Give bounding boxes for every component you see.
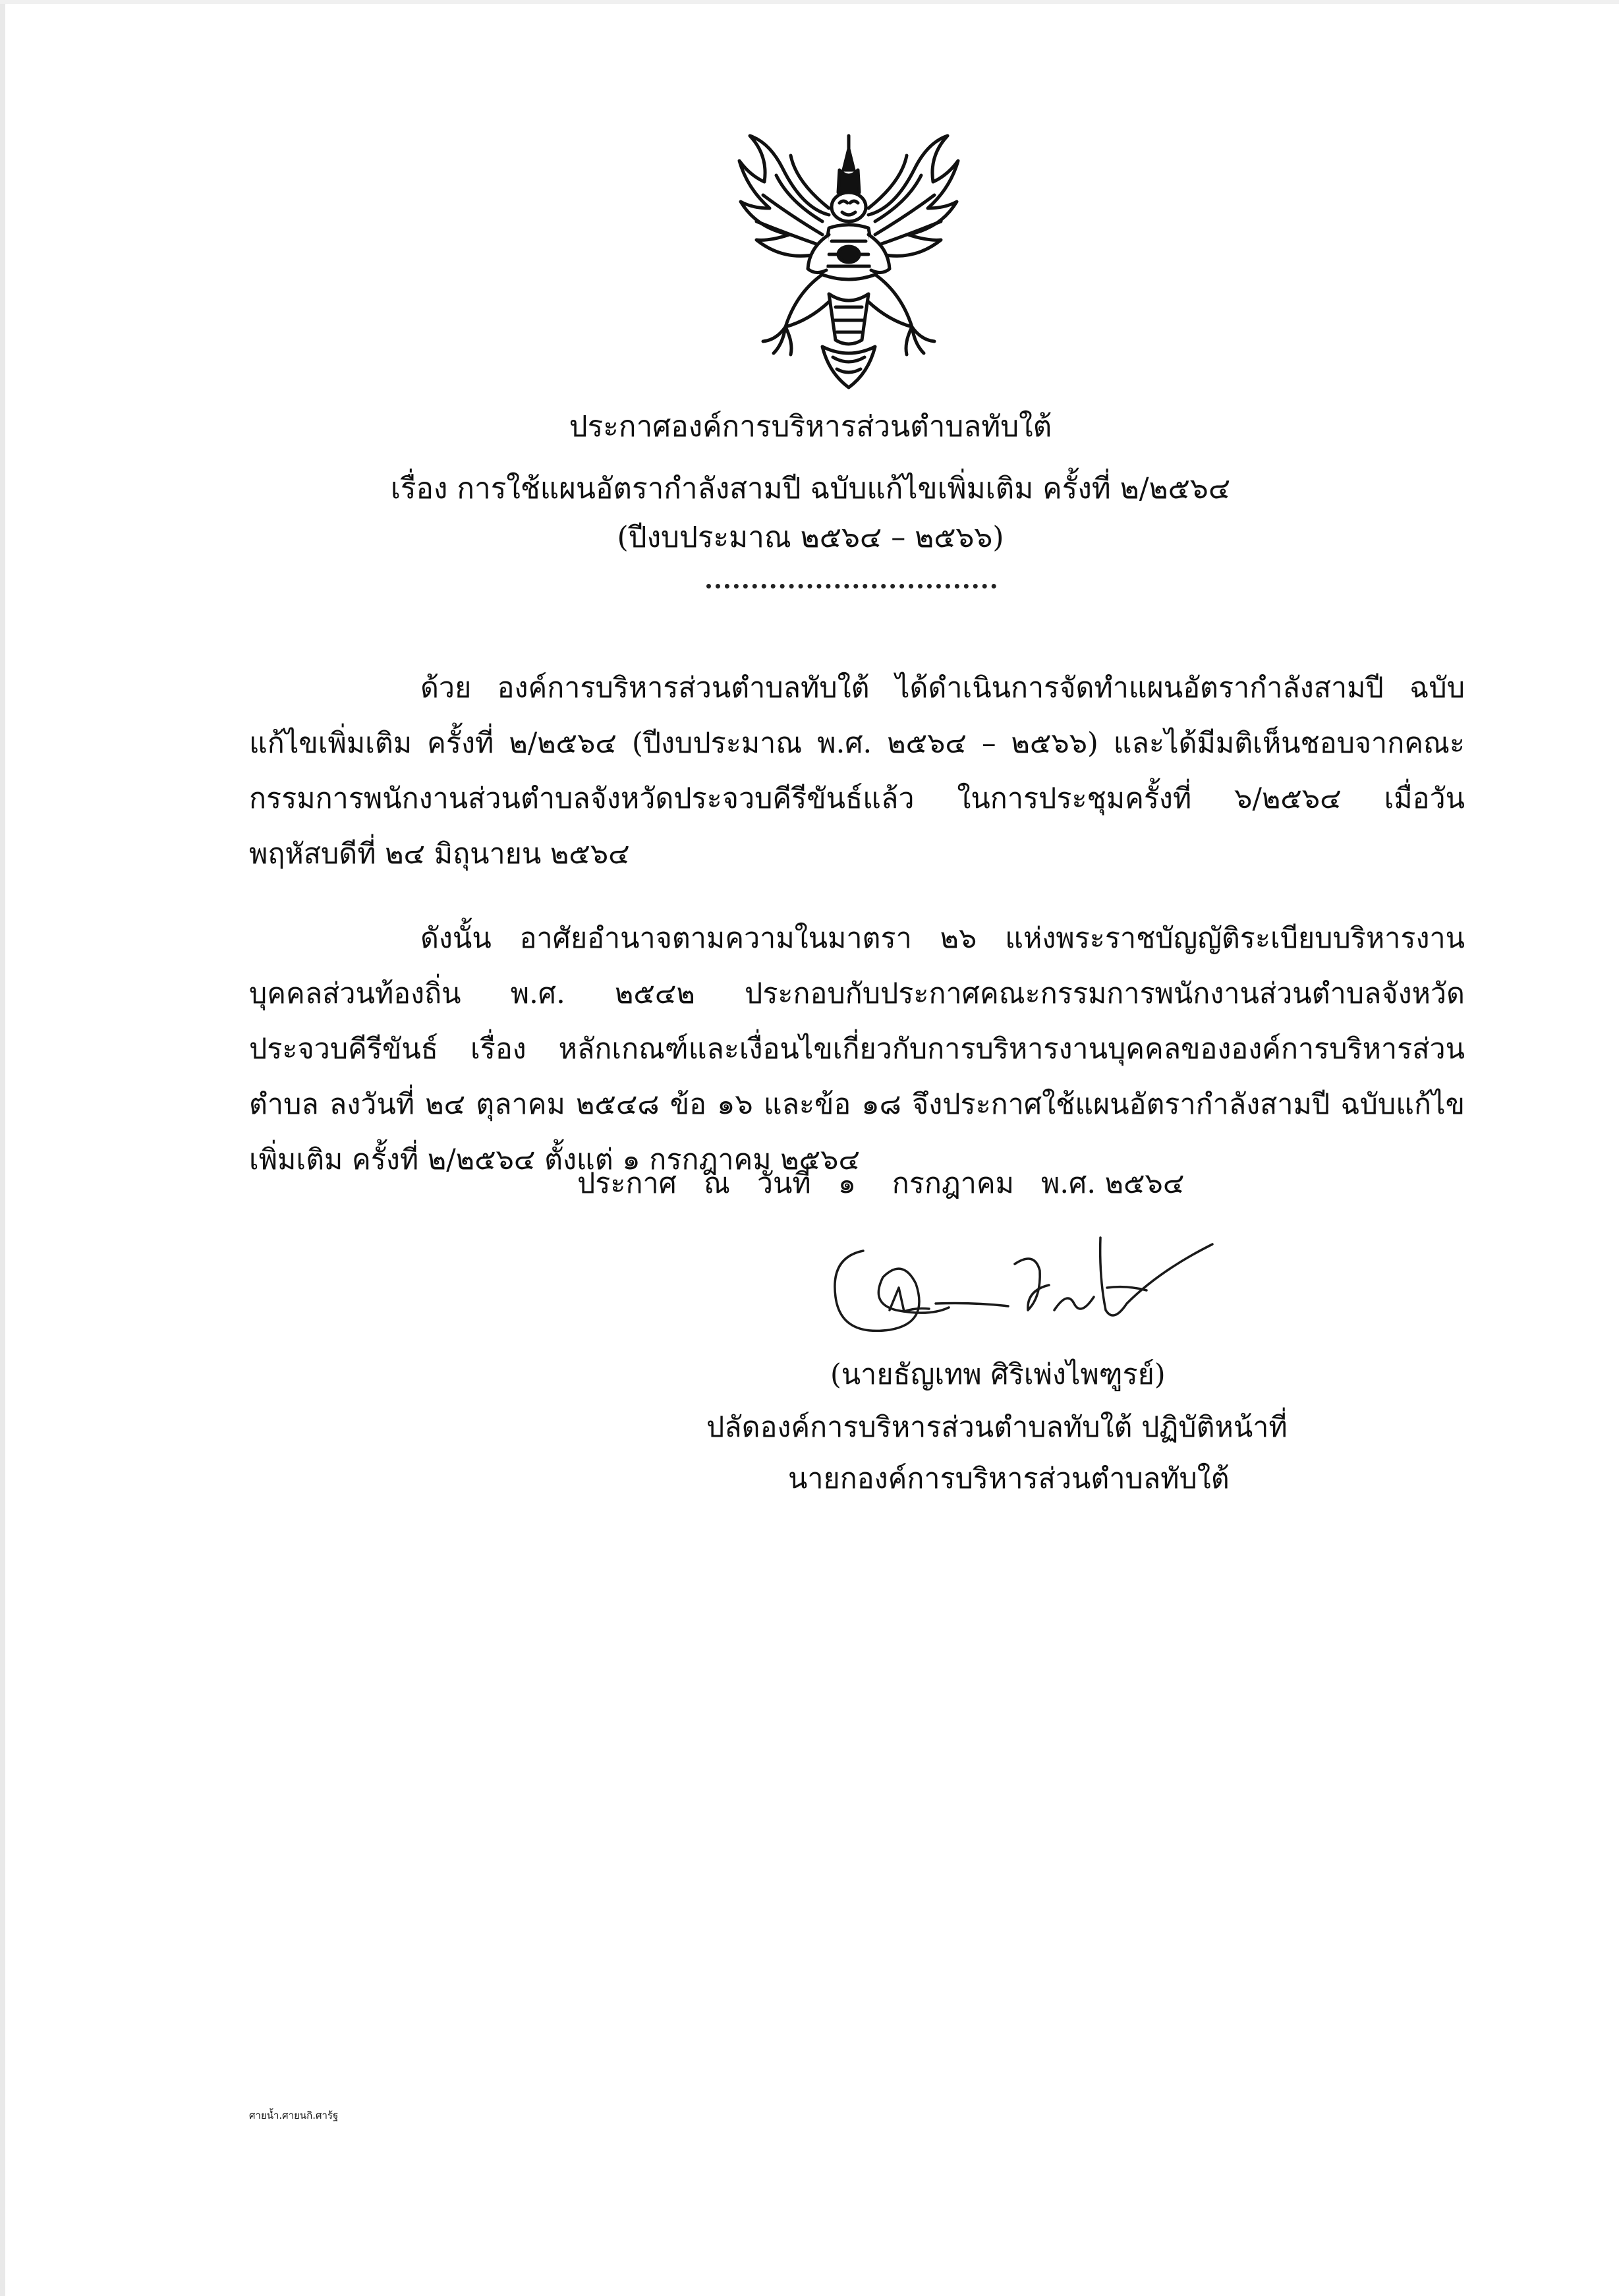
- garuda-emblem-icon: [730, 129, 967, 394]
- fiscal-year-range: (ปีงบประมาณ ๒๕๖๔ – ๒๕๖๖): [617, 521, 1004, 554]
- handwritten-signature-icon: [817, 1224, 1226, 1350]
- dotted-divider: [706, 575, 996, 588]
- announcement-title: ประกาศองค์การบริหารส่วนตำบลทับใต้: [569, 410, 1052, 444]
- announcement-date: ประกาศ ณ วันที่ ๑ กรกฎาคม พ.ศ. ๒๕๖๔: [577, 1167, 1185, 1200]
- signatory-title-1: ปลัดองค์การบริหารส่วนตำบลทับใต้ ปฏิบัติหน้าที่: [706, 1411, 1288, 1444]
- signatory-name: (นายธัญเทพ ศิริเพ่งไพฑูรย์): [830, 1358, 1166, 1391]
- body-paragraph-1: ด้วย องค์การบริหารส่วนตำบลทับใต้ ได้ดำเนินการจัดทำแผนอัตรากำลังสามปี ฉบับแก้ไขเพิ่มเติม ครั้งที่ ๒/๒๕๖๔ (ปีงบประมาณ พ.ศ. ๒๕๖๔ – ๒๕๖๖) และได้มีมติเห็นชอบจากคณะกรรมการพนักงานส่วนตำบลจังหวัดประจวบคีรีขันธ์แล้ว ในการประชุมครั้งที่ ๖/๒๕๖๔ เมื่อวันพฤหัสบดีที่ ๒๔ มิถุนายน ๒๕๖๔: [249, 672, 1465, 871]
- footer-note: ศายน้ำ.ศายนกิ.ศาร้ฐ: [249, 2109, 339, 2121]
- signatory-title-2: นายกองค์การบริหารส่วนตำบลทับใต้: [788, 1462, 1230, 1495]
- scan-edge-top: [0, 0, 1619, 4]
- announcement-subject: เรื่อง การใช้แผนอัตรากำลังสามปี ฉบับแก้ไขเพิ่มเติม ครั้งที่ ๒/๒๕๖๔: [390, 472, 1231, 505]
- scan-edge: [0, 0, 5, 2296]
- body-paragraph-2: ดังนั้น อาศัยอำนาจตามความในมาตรา ๒๖ แห่งพระราชบัญญัติระเบียบบริหารงานบุคคลส่วนท้องถิ่น พ.ศ. ๒๕๔๒ ประกอบกับประกาศคณะกรรมการพนักงานส่วนตำบลจังหวัดประจวบคีรีขันธ์ เรื่อง หลักเกณฑ์และเงื่อนไขเกี่ยวกับการบริหารงานบุคคลขององค์การบริหารส่วนตำบล ลงวันที่ ๒๔ ตุลาคม ๒๕๔๘ ข้อ ๑๖ และข้อ ๑๘ จึงประกาศใช้แผนอัตรากำลังสามปี ฉบับแก้ไขเพิ่มเติม ครั้งที่ ๒/๒๕๖๔ ตั้งแต่ ๑ กรกฎาคม ๒๕๖๔: [249, 922, 1465, 1176]
